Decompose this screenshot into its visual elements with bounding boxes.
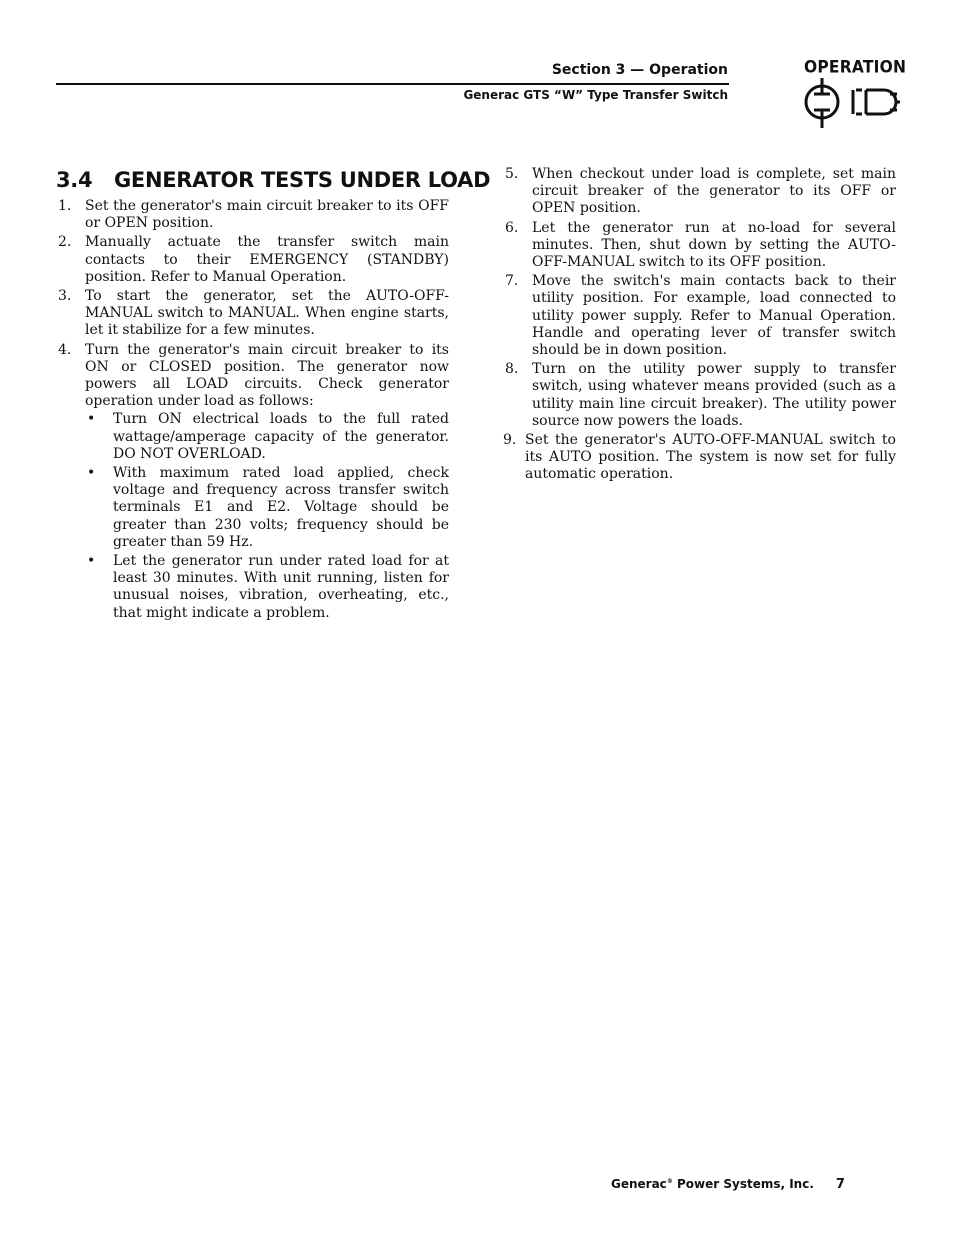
- bullet-mark: •: [87, 465, 96, 482]
- header-subtitle: Generac GTS “W” Type Transfer Switch: [463, 88, 728, 102]
- bullet-text: Let the generator run under rated load for at least 30 minutes. With unit running, listen for unusual noises, vibration, overheating, etc., that might indicate a problem.: [113, 553, 449, 621]
- step-item: [503, 273, 896, 359]
- steps-list-left: [56, 198, 449, 622]
- page-number: 7: [835, 1177, 845, 1192]
- header-section-title: Section 3 — Operation: [551, 62, 728, 78]
- step-item: [503, 361, 896, 430]
- step-item: [56, 198, 449, 232]
- right-column: [503, 166, 896, 486]
- step-item: [503, 220, 896, 272]
- step-text: Turn the generator's main circuit breaker to its ON or CLOSED position. The generator now powers all LOAD circuits. Check generator operation under load as follows:: [85, 341, 449, 410]
- step-text: Manually actuate the transfer switch main contacts to their EMERGENCY (STANDBY) position. Refer to Manual Operation.: [85, 234, 449, 285]
- step-item: [56, 288, 449, 340]
- section-title: GENERATOR TESTS UNDER LOAD: [114, 168, 491, 192]
- left-column: [56, 168, 491, 624]
- step-text: Move the switch's main contacts back to their utility position. For example, load connected to utility power supply. Refer to Manual Operation. Handle and operating lever of transfer switch should be in down position.: [532, 273, 896, 359]
- footer-company: Generac: [611, 1177, 667, 1191]
- step-4-bullets: [85, 411, 449, 621]
- bullet-item: [85, 553, 449, 622]
- step-number: 6.: [505, 219, 519, 236]
- bullet-text: With maximum rated load applied, check voltage and frequency across transfer switch terminals E1 and E2. Voltage should be greater than 230 volts; frequency should be greater than 59 Hz.: [113, 465, 449, 550]
- registered-mark: ®: [666, 1178, 673, 1185]
- header-rule: [56, 83, 729, 85]
- footer-company-rest: Power Systems, Inc.: [672, 1177, 814, 1191]
- step-number: 4.: [58, 341, 72, 358]
- step-number: 3.: [58, 288, 72, 305]
- step-text: Let the generator run at no-load for several minutes. Then, shut down by setting the AUTO-OFF-MANUAL switch to its OFF position.: [532, 219, 896, 271]
- step-text: Turn on the utility power supply to transfer switch, using whatever means provided (such as a utility main line circuit breaker). The utility power source now powers the loads.: [532, 361, 896, 429]
- operation-tab-label: OPERATION: [804, 57, 907, 77]
- bullet-text: Turn ON electrical loads to the full rated wattage/amperage capacity of the generator. DO NOT OVERLOAD.: [113, 411, 449, 462]
- bullet-item: [85, 465, 449, 551]
- step-text: Set the generator's AUTO-OFF-MANUAL switch to its AUTO position. The system is now set for fully automatic operation.: [525, 432, 896, 483]
- step-number: 8.: [505, 361, 519, 378]
- step-item: [56, 342, 449, 622]
- operation-switch-icon: [800, 74, 900, 130]
- step-number: 9.: [503, 432, 517, 449]
- step-text: Set the generator's main circuit breaker to its OFF or OPEN position.: [85, 198, 449, 232]
- steps-list-right: [503, 166, 896, 484]
- bullet-item: [85, 411, 449, 463]
- step-number: 2.: [58, 234, 72, 251]
- step-number: 5.: [505, 166, 519, 182]
- step-item: [503, 166, 896, 218]
- step-item: [503, 432, 896, 484]
- step-text: When checkout under load is complete, set main circuit breaker of the generator to its OFF or OPEN position.: [532, 166, 896, 217]
- section-heading: [56, 168, 491, 192]
- bullet-mark: •: [87, 411, 96, 428]
- step-number: 7.: [505, 273, 519, 290]
- section-number: 3.4: [56, 168, 93, 192]
- step-item: [56, 234, 449, 286]
- step-text: To start the generator, set the AUTO-OFF-MANUAL switch to MANUAL. When engine starts, let it stabilize for a few minutes.: [85, 288, 449, 339]
- bullet-mark: •: [87, 553, 96, 570]
- page-footer: [611, 1177, 845, 1192]
- step-number: 1.: [58, 198, 72, 214]
